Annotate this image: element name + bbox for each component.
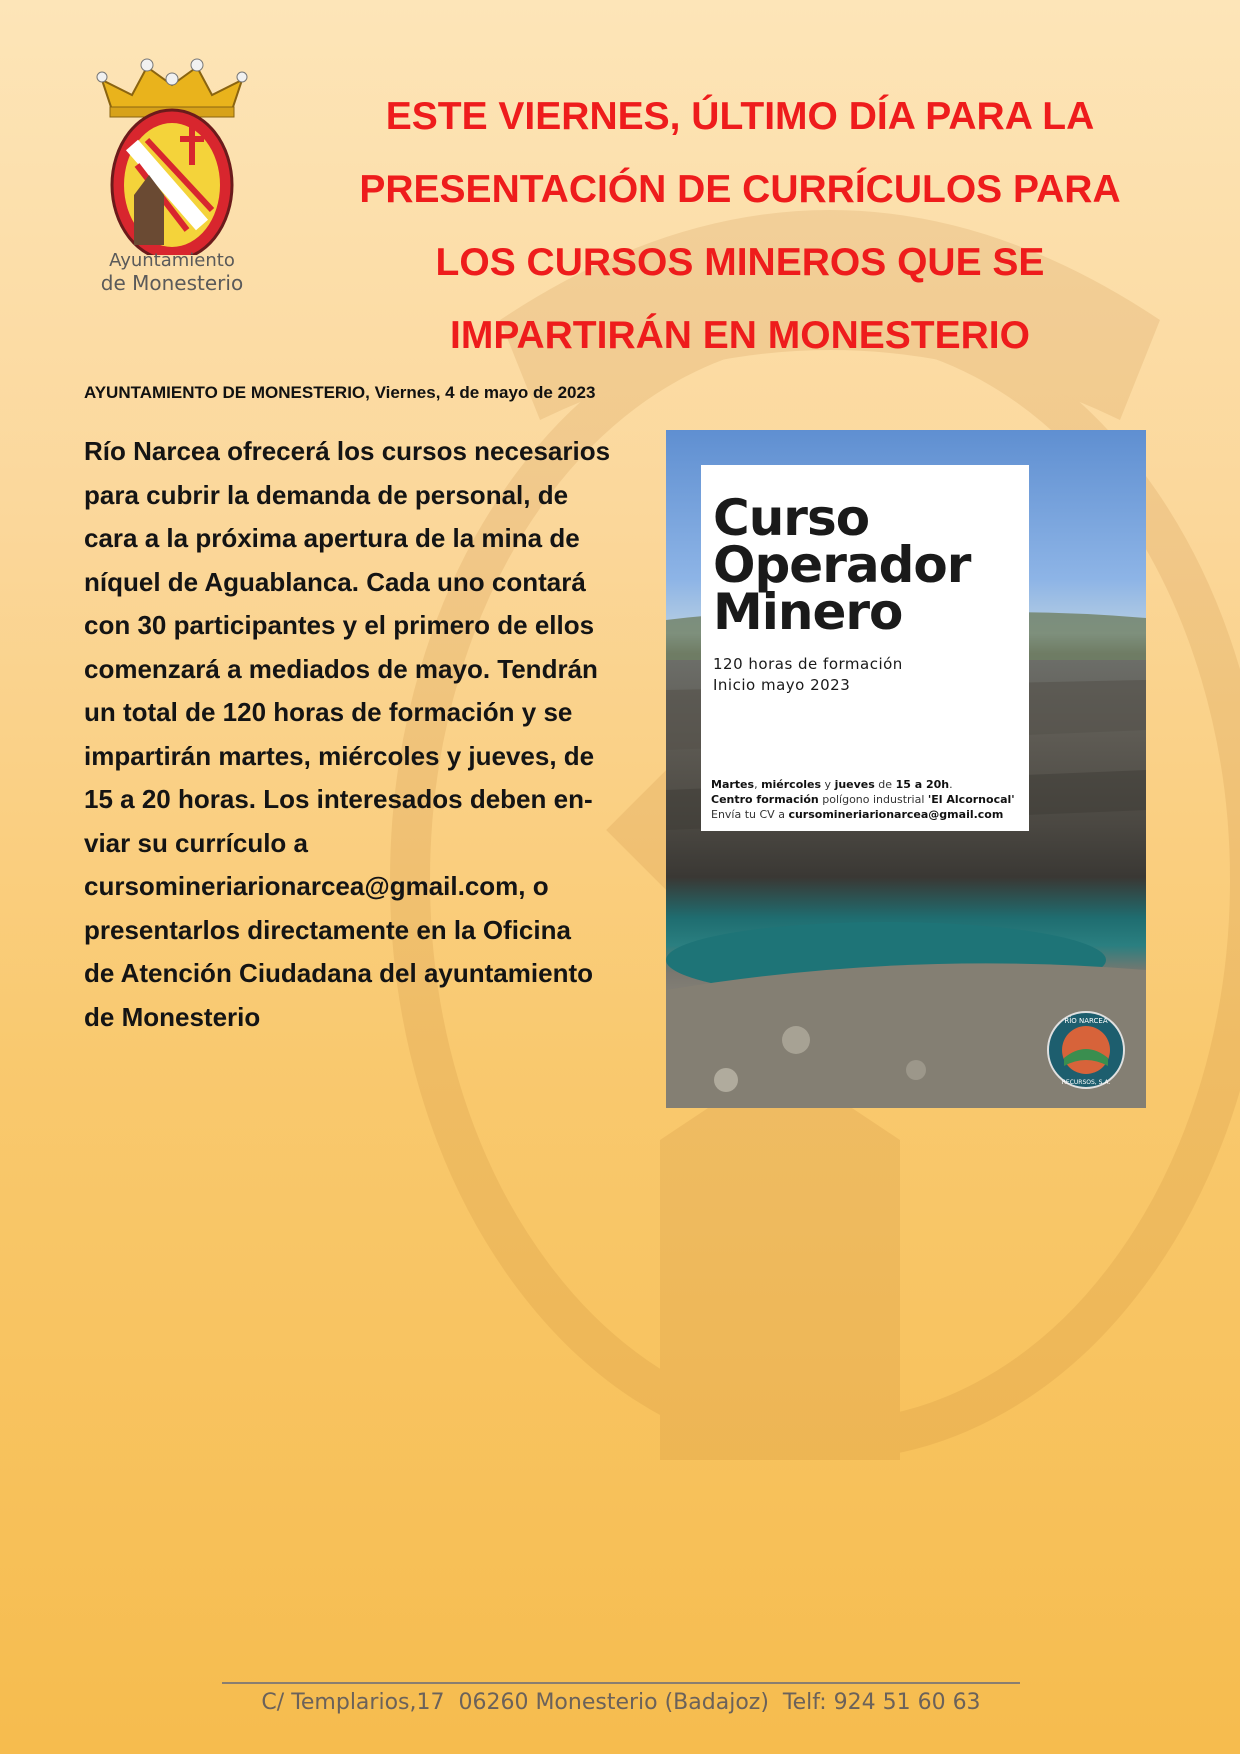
body-line: de Atención Ciudadana del ayuntamiento (84, 958, 593, 988)
headline-line1: ESTE VIERNES, ÚLTIMO DÍA PARA LA (385, 95, 1095, 138)
course-poster (666, 430, 1146, 1108)
poster-location: Centro formación polígono industrial 'El Alcornocal' (711, 793, 1015, 806)
logo-caption-line1: Ayuntamiento (109, 250, 235, 271)
headline-line3: LOS CURSOS MINEROS QUE SE (435, 241, 1045, 284)
svg-text:RÍO NARCEA: RÍO NARCEA (1064, 1017, 1108, 1025)
dateline: AYUNTAMIENTO DE MONESTERIO, Viernes, 4 de mayo de 2023 (84, 383, 596, 402)
municipality-logo (92, 55, 252, 305)
footer-divider (222, 1682, 1020, 1684)
poster-start: Inicio mayo 2023 (713, 676, 851, 694)
headline-line4: IMPARTIRÁN EN MONESTERIO (450, 314, 1030, 357)
body-line: presentarlos directamente en la Oficina (84, 914, 571, 945)
poster-card (701, 465, 1029, 831)
body-line: con 30 participantes y el primero de ellos (84, 610, 595, 640)
poster-contact: Envía tu CV a cursomineriarionarcea@gmail.com (711, 808, 1004, 821)
body-line: 15 a 20 horas. Los interesados deben en- (84, 784, 593, 814)
body-line: Río Narcea ofrecerá los cursos necesarios (84, 436, 611, 466)
body-line: comenzará a mediados de mayo. Tendrán (84, 653, 598, 684)
body-line: para cubrir la demanda de personal, de (84, 479, 569, 510)
body-line: impartirán martes, miércoles y jueves, de (84, 740, 595, 771)
body-line: un total de 120 horas de formación y se (84, 697, 573, 727)
poster-subtitle (713, 654, 1017, 696)
body-line: níquel de Aguablanca. Cada uno contará (84, 566, 586, 597)
svg-text:RECURSOS, S.A.: RECURSOS, S.A. (1061, 1079, 1111, 1086)
poster-schedule: Martes, miércoles y jueves de 15 a 20h. (711, 778, 953, 791)
body-line: de Monesterio (84, 1001, 261, 1032)
coat-of-arms-icon (92, 55, 252, 255)
logo-caption (92, 251, 252, 295)
poster-title-line1: Curso (713, 489, 870, 547)
headline-line2: PRESENTACIÓN DE CURRÍCULOS PARA (359, 168, 1121, 211)
poster-title (713, 489, 1017, 641)
article-body (84, 430, 664, 1039)
logo-caption-line2: de Monesterio (100, 271, 244, 295)
poster-title-line3: Minero (713, 583, 903, 641)
poster-title-line2: Operador (713, 536, 971, 594)
poster-info (711, 777, 1015, 822)
rio-narcea-logo-icon (1046, 1010, 1126, 1090)
footer-address: C/ Templarios,17 06260 Monesterio (Badajoz) Telf: 924 51 60 63 (261, 1690, 981, 1715)
poster-hours: 120 horas de formación (713, 655, 903, 673)
body-line: viar su currículo a (84, 827, 308, 858)
body-line: cara a la próxima apertura de la mina de (84, 523, 580, 553)
headline (330, 80, 1150, 372)
body-line: cursomineriarionarcea@gmail.com, o (84, 871, 549, 901)
